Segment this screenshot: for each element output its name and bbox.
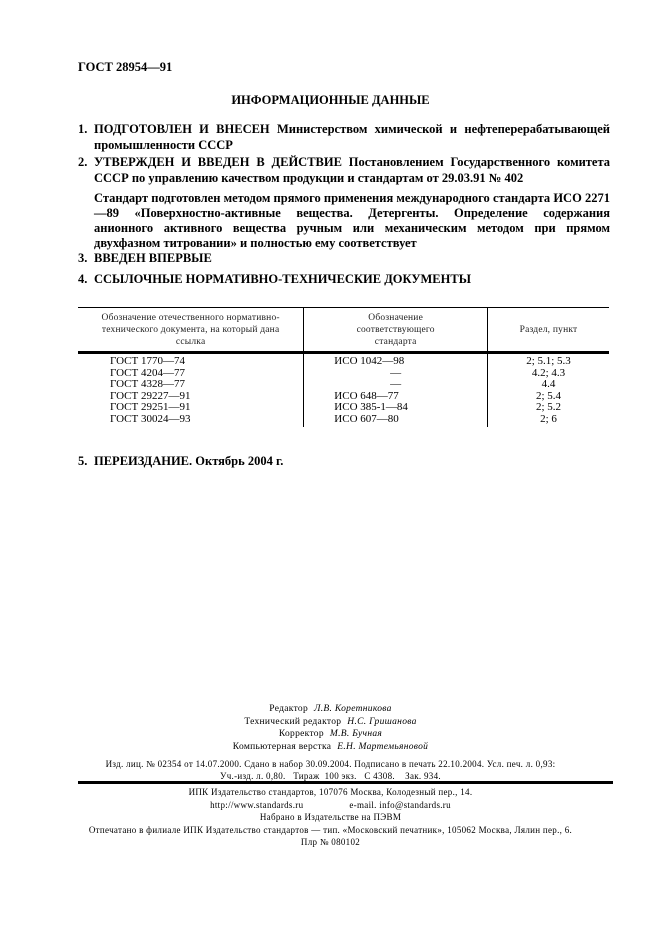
- reference-documents-table: [78, 307, 609, 427]
- header-international-standard: Обозначение соответствующего стандарта: [304, 308, 488, 353]
- item-lead: ПЕРЕИЗДАНИЕ.: [94, 454, 193, 468]
- item-number: 2.: [78, 155, 88, 169]
- item-text: Октябрь 2004 г.: [195, 454, 284, 468]
- cell-international: ИСО 648—77: [304, 391, 488, 403]
- item-lead: ССЫЛОЧНЫЕ НОРМАТИВНО-ТЕХНИЧЕСКИЕ ДОКУМЕНТЫ: [94, 272, 471, 286]
- license-number: Плр № 080102: [300, 837, 361, 847]
- printed-note: Отпечатано в филиале ИПК Издательство стандартов — тип. «Московский печатник», 105062 Москва, Лялин пер., 6.: [88, 824, 573, 835]
- item-number: 3.: [78, 251, 88, 265]
- credit-line: Компьютерная верстка Е.Н. Мартемьяновой: [232, 741, 429, 752]
- item-text: Постановлением Государственного комитета СССР по управлению качеством продукции и стандартам от 29.03.91 № 402: [94, 155, 611, 185]
- table-row: [78, 402, 609, 414]
- item-text: Министерством химической и нефтеперерабатывающей промышленности СССР: [94, 122, 610, 152]
- item-lead: УТВЕРЖДЕН И ВВЕДЕН В ДЕЙСТВИЕ: [94, 155, 342, 169]
- cell-international: ИСО 607—80: [304, 414, 488, 428]
- cell-domestic: ГОСТ 1770—74: [110, 355, 185, 367]
- header-domestic-document: Обозначение отечественного нормативно-технического документа, на который дана ссылка: [78, 308, 304, 353]
- cell-section: 4.2; 4.3: [531, 366, 566, 379]
- cell-section: 2; 5.4: [535, 389, 562, 402]
- cell-international: —: [304, 379, 488, 391]
- section-title: ИНФОРМАЦИОННЫЕ ДАННЫЕ: [231, 93, 430, 107]
- imprint-block: [0, 786, 661, 849]
- credit-line: Редактор Л.В. Коретникова: [269, 704, 392, 714]
- cell-section: 4.4: [541, 378, 556, 390]
- info-item-5: [78, 454, 610, 470]
- cell-international: ИСО 1042—98: [304, 353, 488, 368]
- item-number: 4.: [78, 272, 88, 286]
- cell-international: —: [304, 368, 488, 380]
- editorial-credits: [0, 703, 661, 753]
- cell-domestic: ГОСТ 29227—91: [110, 389, 191, 402]
- item-lead: ВВЕДЕН ВПЕРВЫЕ: [94, 251, 212, 265]
- typeset-note: Набрано в Издательстве на ПЭВМ: [259, 812, 402, 822]
- cell-domestic: ГОСТ 29251—91: [110, 401, 191, 413]
- table-row: [78, 353, 609, 368]
- cell-domestic: ГОСТ 30024—93: [110, 412, 191, 425]
- credit-line: Технический редактор Н.С. Гришанова: [244, 716, 417, 727]
- cell-section: 2; 5.2: [535, 401, 562, 413]
- table-header-row: [78, 308, 609, 353]
- imprint-divider: [78, 781, 613, 784]
- credit-line: Корректор М.В. Бучная: [278, 729, 383, 739]
- cell-domestic: ГОСТ 4204—77: [110, 366, 185, 379]
- publication-info-line-2: Уч.-изд. л. 0,80. Тираж 100 экз. С 4308. Зак. 934.: [220, 770, 441, 781]
- item-number: 1.: [78, 122, 88, 136]
- publisher-address: ИПК Издательство стандартов, 107076 Москва, Колодезный пер., 14.: [188, 787, 473, 797]
- cell-section: 2; 6: [540, 412, 557, 425]
- cell-section: 2; 5.1; 5.3: [526, 355, 571, 367]
- info-item-4: [78, 272, 610, 288]
- info-item-2: [78, 155, 610, 186]
- info-item-1: [78, 122, 610, 153]
- contact-line: [0, 799, 661, 812]
- website-link[interactable]: http://www.standards.ru: [210, 799, 304, 810]
- email-link[interactable]: e-mail. info@standards.ru: [349, 799, 451, 810]
- standard-note: Стандарт подготовлен методом прямого применения международного стандарта ИСО 2271—89 «Поверхностно-активные вещества. Детергенты. Определение содержания анионного активного вещества ручным или механическим методом при прямом двухфазном титровании» и полностью ему соответствует: [94, 191, 610, 250]
- cell-domestic: ГОСТ 4328—77: [110, 378, 185, 390]
- header-section: Раздел, пункт: [488, 308, 609, 353]
- info-item-3: [78, 251, 610, 267]
- gost-number-header: ГОСТ 28954—91: [78, 60, 173, 74]
- item-lead: ПОДГОТОВЛЕН И ВНЕСЕН: [94, 122, 270, 136]
- table-row: [78, 379, 609, 391]
- publication-info: [0, 759, 661, 782]
- item-number: 5.: [78, 454, 88, 468]
- cell-international: ИСО 385-1—84: [304, 402, 488, 414]
- publication-info-line-1: Изд. лиц. № 02354 от 14.07.2000. Сдано в набор 30.09.2004. Подписано в печать 22.10.2004. Усл. печ. л. 0,93:: [105, 759, 556, 769]
- table-row: [78, 414, 609, 428]
